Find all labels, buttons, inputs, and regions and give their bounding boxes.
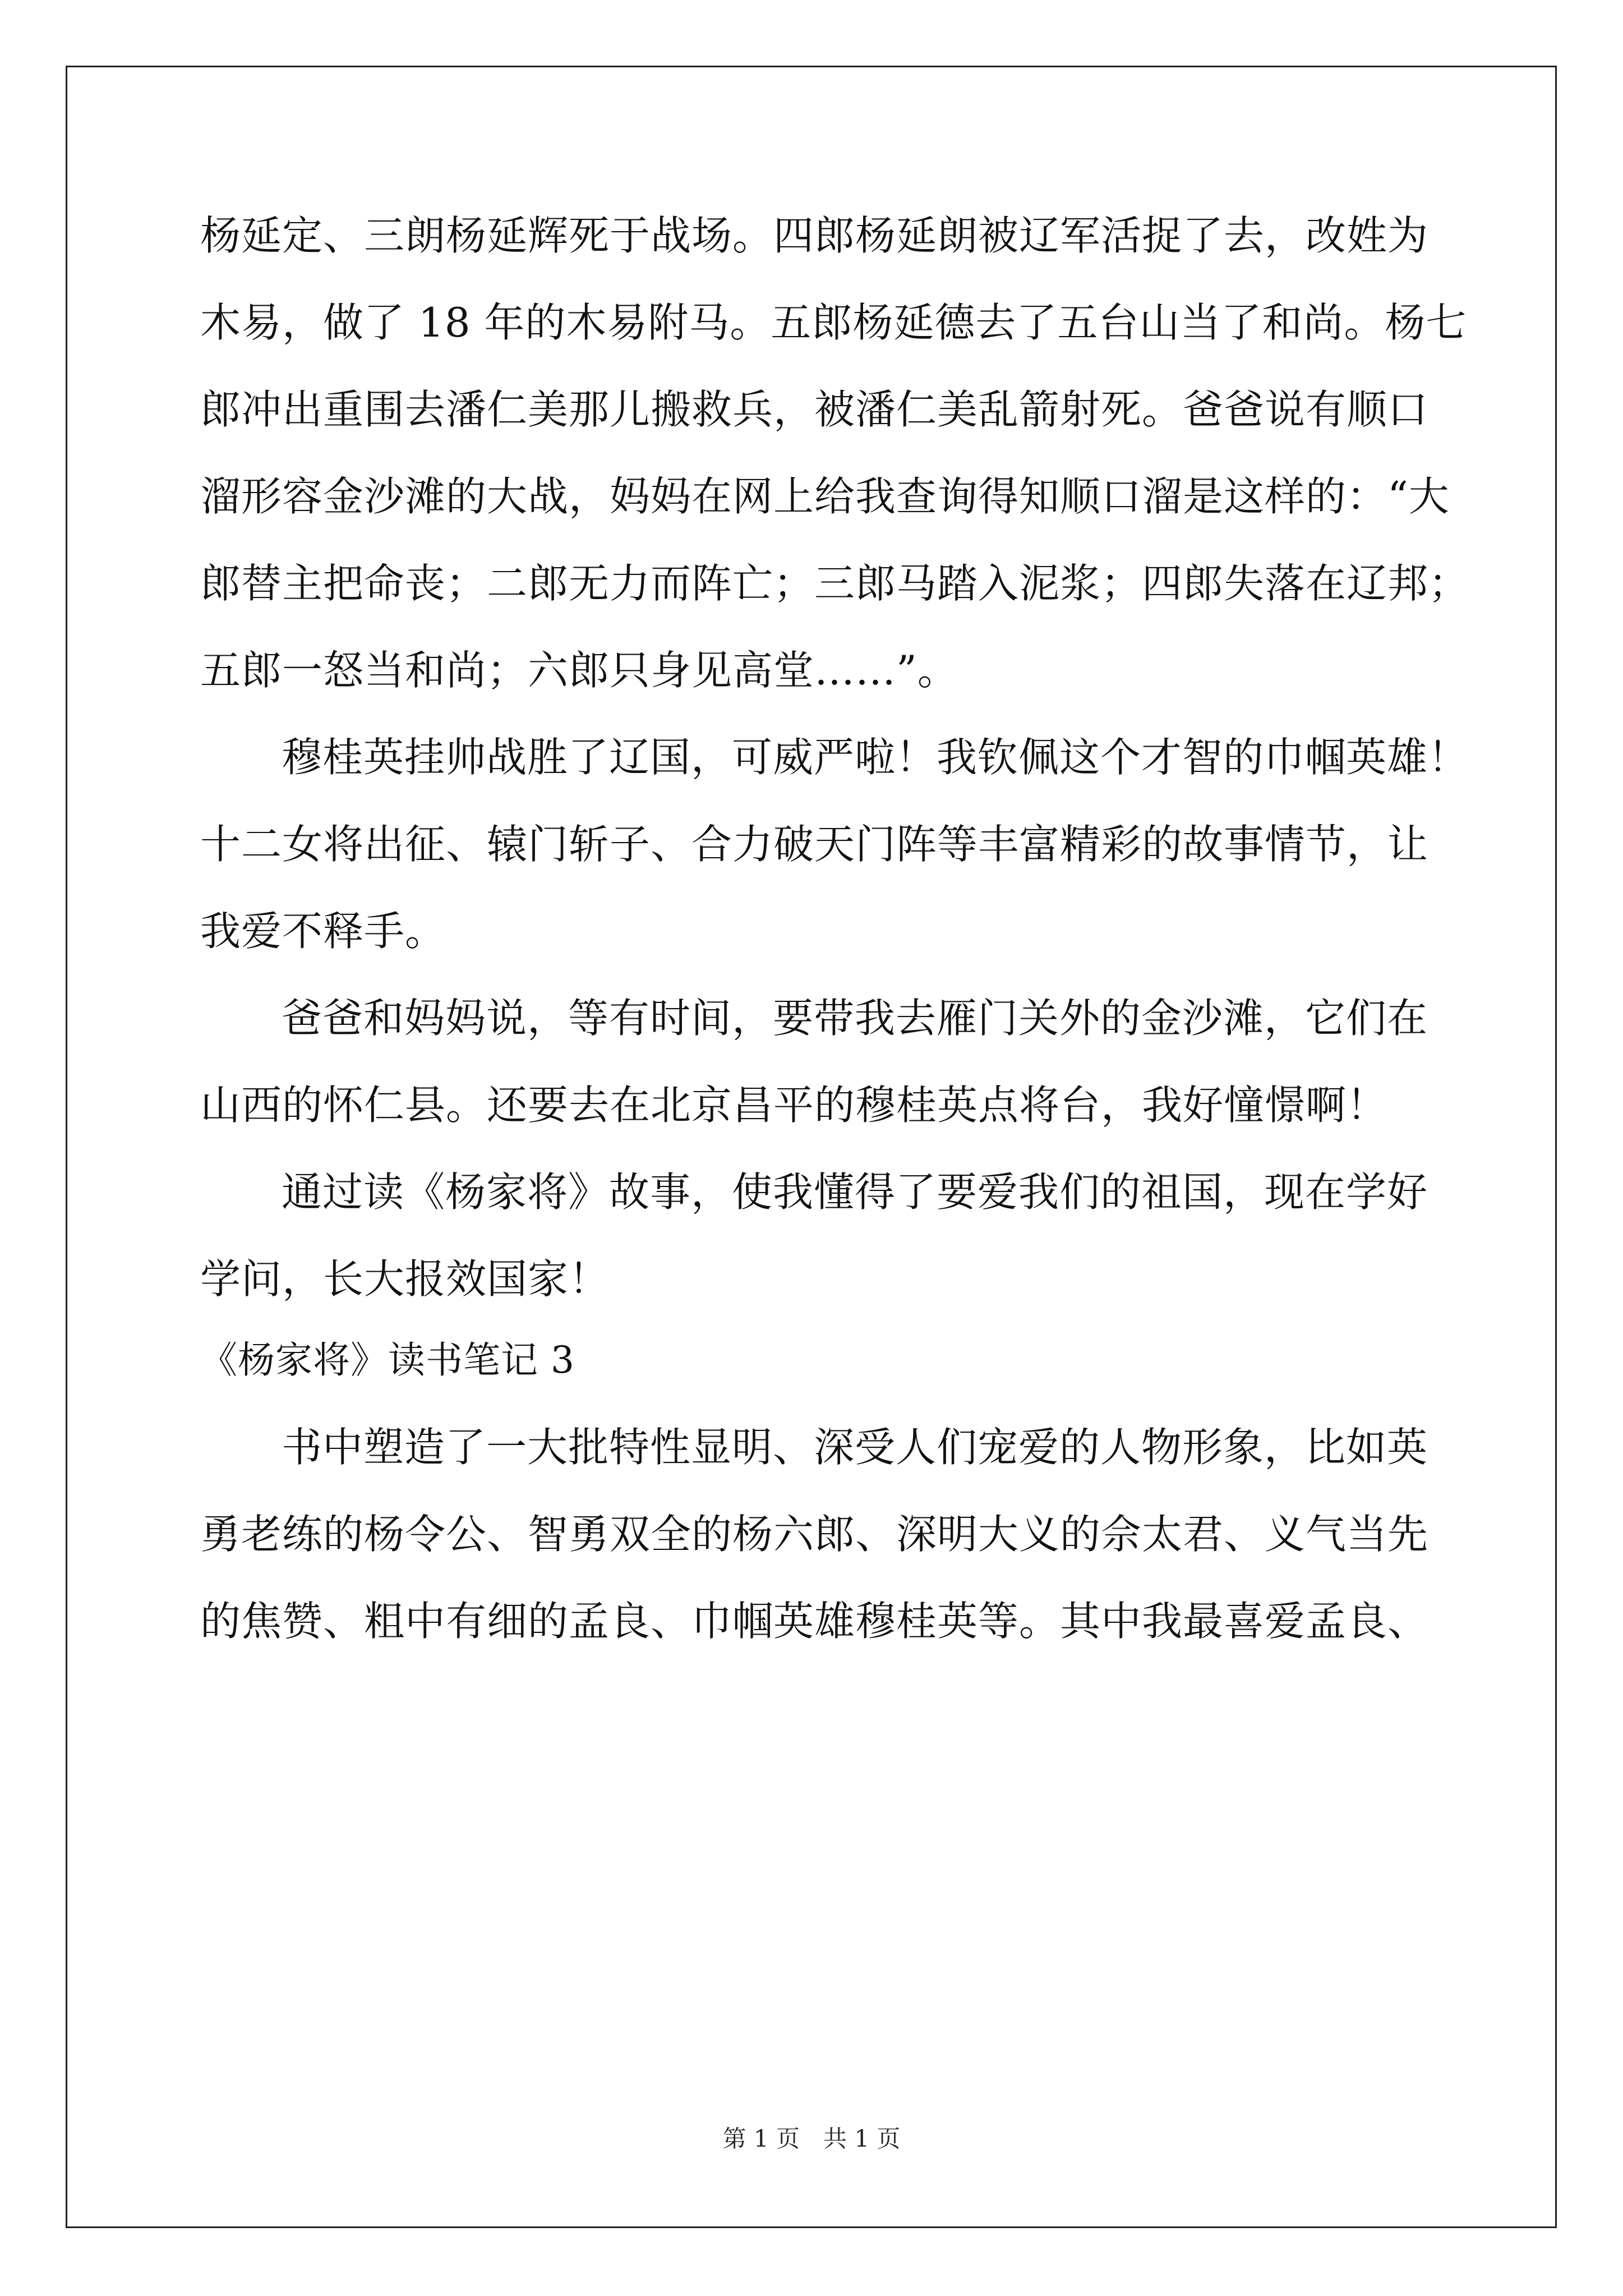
text-line: 郎替主把命丧；二郎无力而阵亡；三郎马踏入泥浆；四郎失落在辽邦； [200,560,1470,607]
text-line: 的焦赞、粗中有细的孟良、巾帼英雄穆桂英等。其中我最喜爱孟良、 [200,1598,1429,1645]
page-footer: 第 1 页 共 1 页 [722,2125,901,2152]
text-line: 十二女将出征、辕门斩子、合力破天门阵等丰富精彩的故事情节，让 [200,821,1429,868]
text-line: 山西的怀仁县。还要去在北京昌平的穆桂英点将台，我好憧憬啊！ [200,1082,1388,1129]
text-line: 学问，长大报效国家！ [200,1255,610,1303]
text-line: 勇老练的杨令公、智勇双全的杨六郎、深明大义的佘太君、义气当先 [200,1511,1429,1558]
paragraph-first-line: 穆桂英挂帅战胜了辽国，可威严啦！我钦佩这个才智的巾帼英雄！ [282,734,1469,781]
text-line: 木易，做了 18 年的木易附马。五郎杨延德去了五台山当了和尚。杨七 [200,299,1467,346]
paragraph-first-line: 书中塑造了一大批特性显明、深受人们宠爱的人物形象，比如英 [282,1424,1428,1471]
text-line: 溜形容金沙滩的大战，妈妈在网上给我查询得知顺口溜是这样的：“大 [200,473,1450,520]
section-heading: 《杨家将》读书笔记 3 [200,1338,575,1382]
paragraph-first-line: 通过读《杨家将》故事，使我懂得了要爱我们的祖国，现在学好 [282,1168,1428,1216]
text-line: 郎冲出重围去潘仁美那儿搬救兵，被潘仁美乱箭射死。爸爸说有顺口 [200,386,1429,433]
text-line: 杨延定、三朗杨延辉死于战场。四郎杨延朗被辽军活捉了去，改姓为 [200,212,1429,259]
text-line: 我爱不释手。 [200,908,446,955]
text-line: 五郎一怒当和尚；六郎只身见高堂……”。 [200,647,958,694]
paragraph-first-line: 爸爸和妈妈说，等有时间，要带我去雁门关外的金沙滩，它们在 [282,995,1428,1042]
